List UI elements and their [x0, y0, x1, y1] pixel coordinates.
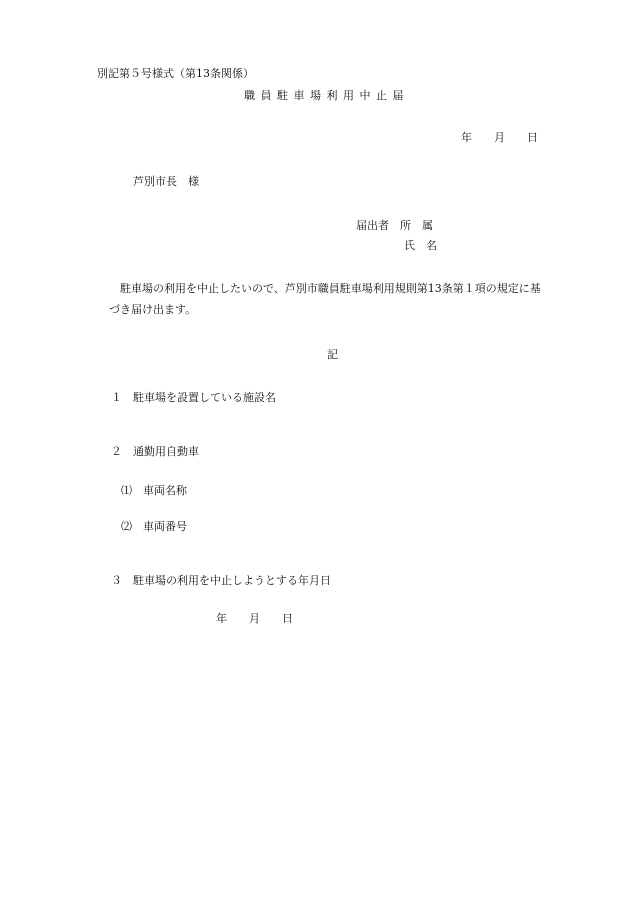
item-1-facility-name: １ 駐車場を設置している施設名 — [111, 391, 276, 404]
applicant-affiliation-label: 届出者 所 属 — [356, 219, 433, 232]
footer-date: 年 月 日 — [216, 612, 293, 625]
body-text-line-2: づき届け出ます。 — [109, 303, 197, 316]
item-2-sub-vehicle-number: ⑵ 車両番号 — [121, 520, 187, 533]
applicant-name-label: 氏 名 — [404, 239, 437, 252]
item-2-commute-vehicle: ２ 通勤用自動車 — [111, 445, 199, 458]
addressee: 芦別市長 様 — [133, 175, 199, 188]
header-date: 年 月 日 — [461, 131, 538, 144]
ki-heading: 記 — [327, 348, 338, 361]
item-2-sub-vehicle-name: ⑴ 車両名称 — [121, 484, 187, 497]
body-text-line-1: 駐車場の利用を中止したいので、芦別市職員駐車場利用規則第13条第１項の規定に基 — [120, 282, 541, 295]
document-title: 職 員 駐 車 場 利 用 中 止 届 — [244, 89, 405, 102]
item-3-stop-date: ３ 駐車場の利用を中止しようとする年月日 — [111, 574, 331, 587]
form-label: 別記第５号様式（第13条関係） — [97, 67, 254, 80]
